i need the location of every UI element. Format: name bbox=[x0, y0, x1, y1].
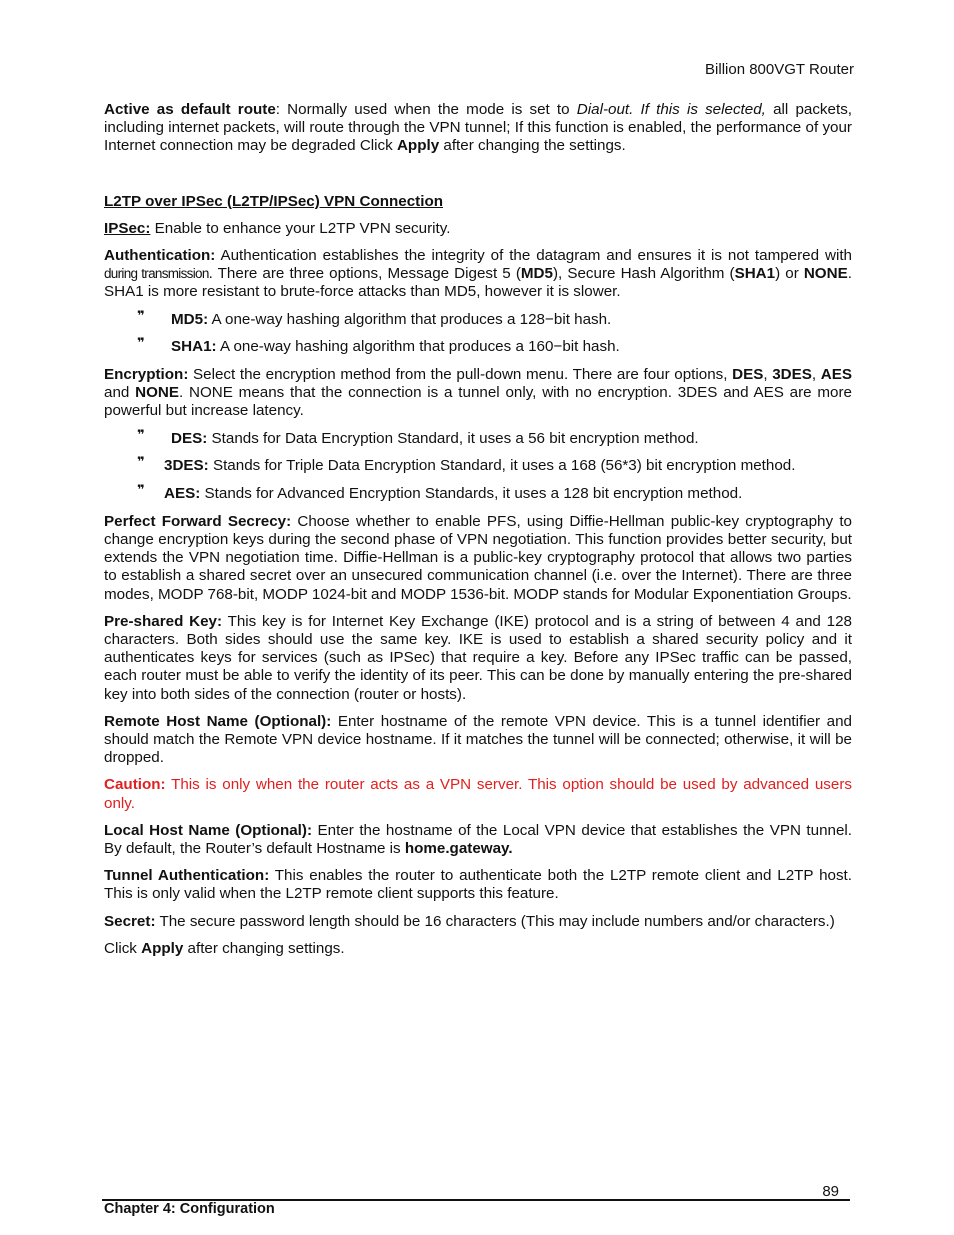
term-des: DES bbox=[732, 366, 764, 384]
term-tunnel-auth: Tunnel Authentication: bbox=[104, 867, 270, 885]
term-secret: Secret: bbox=[104, 912, 156, 930]
list-item bbox=[137, 308, 852, 329]
text: , bbox=[763, 366, 773, 384]
term-default-route: Active as default route bbox=[104, 101, 276, 118]
text: . SHA1 is more resistant to brute-force attacks than MD5, however it is slower. bbox=[104, 265, 852, 301]
paragraph-ipsec bbox=[104, 220, 852, 238]
term-authentication: Authentication: bbox=[104, 247, 216, 265]
term-aes: AES bbox=[820, 366, 852, 384]
term-3des: 3DES bbox=[772, 366, 812, 384]
text: This key is for Internet Key Exchange (IKE) protocol and is a string of between 4 and 128 characters. Both sides should use the same key. IKE is used to establish a shared security policy and it authenticates keys for services (such as IPSec) that require a key. Before any IPSec traffic can be passed, each router must be able to verify the identity of its peer. This can be done by manually entering the pre-shared key into both sides of the connection (router or hosts). bbox=[104, 612, 852, 703]
term-pfs: Perfect Forward Secrecy: bbox=[104, 512, 292, 530]
list-item bbox=[137, 457, 852, 475]
paragraph-remote-host bbox=[104, 713, 852, 768]
term: DES: bbox=[171, 429, 208, 447]
paragraph-caution bbox=[104, 776, 852, 812]
text: and bbox=[104, 384, 136, 402]
document-body bbox=[104, 101, 852, 967]
text: Choose whether to enable PFS, using Diffie-Hellman public-key cryptography to change encryption keys during the second phase of VPN negotiation. This function provides better security, but extends the VPN negotiation time. Diffie-Hellman is a public-key cryptography protocol that allows two parties to establish a shared secret over an unsecured communication channel (i.e. over the Internet). There are three modes, MODP 768-bit, MODP 1024-bit and MODP 1536-bit. MODP stands for Modular Exponentiation Groups. bbox=[104, 512, 852, 603]
running-header: Billion 800VGT Router bbox=[705, 61, 854, 78]
text: Enter the hostname of the Local VPN device that establishes the VPN tunnel. By default, the Router’s default Hostname is bbox=[104, 821, 853, 857]
paragraph-pfs bbox=[104, 513, 852, 604]
list-item bbox=[137, 485, 852, 503]
text: This is only when the router acts as a VPN server. This option should be used by advanced users only. bbox=[104, 776, 852, 812]
term-md5: MD5 bbox=[520, 265, 553, 283]
text: . NONE means that the connection is a tunnel only, with no encryption. 3DES and AES are more powerful but increase latency. bbox=[104, 384, 852, 420]
paragraph-secret bbox=[104, 913, 852, 931]
text: Stands for Data Encryption Standard, it uses a 56 bit encryption method. bbox=[207, 429, 699, 447]
list-item-text bbox=[171, 430, 699, 448]
text: ), Secure Hash Algorithm ( bbox=[552, 265, 735, 283]
paragraph-local-host bbox=[104, 822, 852, 858]
text: Enter hostname of the remote VPN device. This is a tunnel identifier and should match the Remote VPN device hostname. If it matches the tunnel will be connected; otherwise, it will be dropped. bbox=[104, 712, 852, 767]
list-item-text bbox=[171, 311, 611, 329]
chapter-footer: Chapter 4: Configuration bbox=[104, 1201, 275, 1217]
paragraph-authentication bbox=[104, 247, 852, 302]
list-item bbox=[137, 338, 852, 356]
text: all packets, including internet packets, will route through the VPN tunnel; If this function is enabled, the performance of your Internet connection may be degraded Click bbox=[104, 101, 853, 155]
section-title: L2TP over IPSec (L2TP/IPSec) VPN Connection bbox=[104, 192, 443, 210]
condensed-text: during transmission bbox=[104, 266, 209, 282]
text: after changing the settings. bbox=[439, 137, 626, 155]
text: Select the encryption method from the pull-down menu. There are four options, bbox=[188, 366, 733, 384]
quote-bullet-icon: ❞ bbox=[137, 308, 145, 324]
term-none: NONE bbox=[135, 384, 180, 402]
page-number: 89 bbox=[822, 1183, 839, 1200]
term-sha1: SHA1 bbox=[734, 265, 776, 283]
quote-bullet-icon: ❞ bbox=[137, 455, 145, 471]
apply-term: Apply bbox=[396, 137, 440, 155]
text: Stands for Advanced Encryption Standards, it uses a 128 bit encryption method. bbox=[200, 485, 743, 503]
text: The secure password length should be 16 characters (This may include numbers and/or characters.) bbox=[155, 912, 835, 930]
apply-term: Apply bbox=[141, 939, 184, 957]
text: Click bbox=[104, 939, 142, 957]
text: : Normally used when the mode is set to bbox=[275, 101, 577, 118]
term: MD5: bbox=[171, 310, 209, 328]
term-encryption: Encryption: bbox=[104, 366, 189, 384]
term-caution: Caution: bbox=[104, 776, 166, 794]
paragraph-encryption bbox=[104, 366, 852, 421]
term-psk: Pre-shared Key: bbox=[104, 612, 223, 630]
term: 3DES: bbox=[164, 457, 209, 475]
text: . There are three options, Message Digest 5 ( bbox=[208, 265, 521, 283]
text: Authentication establishes the integrity of the datagram and ensures it is not tampered with bbox=[215, 247, 852, 265]
term-hostname: home.gateway. bbox=[404, 840, 513, 857]
text: A one-way hashing algorithm that produces a 160−bit hash. bbox=[216, 338, 620, 356]
text: Stands for Triple Data Encryption Standard, it uses a 168 (56*3) bit encryption method. bbox=[208, 457, 796, 475]
list-item-text bbox=[164, 485, 742, 503]
quote-bullet-icon: ❞ bbox=[137, 483, 145, 499]
term-ipsec: IPSec: bbox=[104, 219, 151, 237]
term-remote-host: Remote Host Name (Optional): bbox=[104, 712, 332, 730]
paragraph-psk bbox=[104, 613, 852, 704]
text: This enables the router to authenticate both the L2TP remote client and L2TP host. This is only valid when the L2TP remote client supports this feature. bbox=[104, 867, 852, 903]
quote-bullet-icon: ❞ bbox=[137, 427, 145, 443]
text: Enable to enhance your L2TP VPN security. bbox=[150, 219, 451, 237]
term-none: NONE bbox=[803, 265, 848, 283]
paragraph-tunnel-auth bbox=[104, 867, 852, 903]
term-local-host: Local Host Name (Optional): bbox=[104, 821, 313, 839]
list-item-text bbox=[171, 338, 620, 356]
text: , bbox=[811, 366, 821, 384]
text: A one-way hashing algorithm that produces a 128−bit hash. bbox=[208, 310, 612, 328]
paragraph-default-route bbox=[104, 101, 852, 156]
paragraph-click-apply bbox=[104, 940, 852, 958]
quote-bullet-icon: ❞ bbox=[137, 336, 145, 352]
list-item bbox=[137, 427, 852, 448]
italic-text: Dial-out. If this is selected, bbox=[576, 101, 766, 118]
list-item-text bbox=[164, 457, 795, 475]
term: SHA1: bbox=[171, 338, 217, 356]
term: AES: bbox=[164, 485, 201, 503]
text: after changing settings. bbox=[183, 939, 345, 957]
text: ) or bbox=[775, 265, 804, 283]
